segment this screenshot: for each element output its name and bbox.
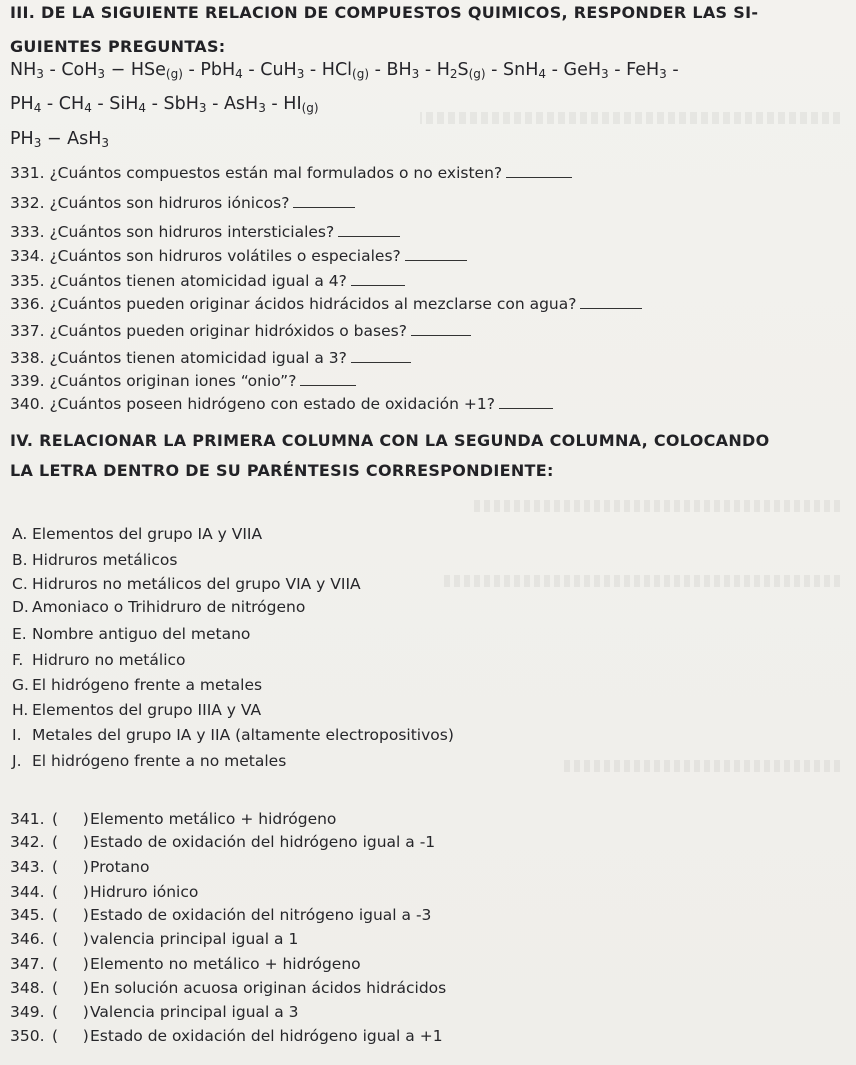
formula-line-3 (10, 129, 109, 149)
formula-subscript: (g) (301, 101, 319, 115)
match-item-347: 347. ( )Elemento no metálico + hidrógeno (10, 955, 361, 973)
option-e: E. Nombre antiguo del metano (12, 625, 251, 643)
answer-paren-341[interactable]: ( ) (52, 810, 89, 828)
match-item-342: 342. ( )Estado de oxidación del hidrógeno igual a -1 (10, 833, 436, 851)
option-c: C. Hidruros no metálicos del grupo VIA y VIIA (12, 575, 361, 593)
formula-text: - SiH (91, 94, 139, 114)
formula-text: − AsH (41, 129, 102, 149)
answer-blank-336[interactable] (580, 294, 642, 309)
option-d: D. Amoniaco o Trihidruro de nitrógeno (12, 598, 306, 616)
bleed-through-decoration (470, 500, 840, 512)
formula-text: - SbH (146, 94, 199, 114)
answer-paren-347[interactable]: ( ) (52, 955, 89, 973)
formula-subscript: 3 (101, 136, 110, 150)
match-item-346: 346. ( )valencia principal igual a 1 (10, 930, 299, 948)
formula-text: - AsH (206, 94, 259, 114)
formula-subscript: 3 (296, 67, 305, 81)
formula-subscript: 3 (659, 67, 667, 81)
question-333: 333. ¿Cuántos son hidruros intersticiales? (10, 222, 400, 241)
formula-text: NH (10, 60, 37, 80)
formula-subscript: (g) (352, 67, 370, 81)
formula-subscript: 3 (33, 136, 42, 150)
match-item-350: 350. ( )Estado de oxidación del hidrógeno igual a +1 (10, 1027, 443, 1045)
formula-text: - FeH (608, 60, 660, 80)
answer-blank-338[interactable] (351, 348, 411, 363)
option-a: A. Elementos del grupo IA y VIIA (12, 525, 263, 543)
match-item-344: 344. ( )Hidruro iónico (10, 883, 199, 901)
answer-paren-350[interactable]: ( ) (52, 1027, 89, 1045)
formula-text: - CH (41, 94, 85, 114)
answer-blank-332[interactable] (293, 193, 355, 208)
bleed-through-decoration (420, 112, 840, 124)
formula-subscript: 4 (538, 67, 547, 81)
formula-text: − HSe (105, 60, 166, 80)
formula-text: - HCl (304, 60, 353, 80)
formula-text: - HI (265, 94, 302, 114)
match-item-348: 348. ( )En solución acuosa originan ácidos hidrácidos (10, 979, 447, 997)
answer-blank-340[interactable] (499, 394, 553, 409)
answer-blank-335[interactable] (351, 271, 405, 286)
answer-blank-334[interactable] (405, 246, 467, 261)
bleed-through-decoration (560, 760, 840, 772)
formula-subscript: 3 (198, 101, 207, 115)
question-335: 335. ¿Cuántos tienen atomicidad igual a 4? (10, 271, 405, 290)
answer-paren-343[interactable]: ( ) (52, 858, 89, 876)
formula-text: S (457, 60, 469, 80)
formula-subscript: 4 (33, 101, 42, 115)
formula-text: - (666, 60, 679, 80)
section-4-title-line1: IV. RELACIONAR LA PRIMERA COLUMNA CON LA SEGUNDA COLUMNA, COLOCANDO (10, 431, 770, 450)
formula-subscript: (g) (468, 67, 486, 81)
option-j: J. El hidrógeno frente a no metales (12, 752, 287, 770)
formula-text: PH (10, 94, 34, 114)
formula-subscript: 3 (97, 67, 106, 81)
formula-subscript: 4 (235, 67, 243, 81)
match-item-343: 343. ( )Protano (10, 858, 150, 876)
answer-blank-337[interactable] (411, 321, 471, 336)
answer-paren-346[interactable]: ( ) (52, 930, 89, 948)
answer-blank-331[interactable] (506, 163, 572, 178)
section-3-title-line1: III. DE LA SIGUIENTE RELACION DE COMPUESTOS QUIMICOS, RESPONDER LAS SI- (10, 3, 759, 22)
answer-paren-342[interactable]: ( ) (52, 833, 89, 851)
formula-subscript: (g) (165, 67, 183, 81)
formula-text: - GeH (546, 60, 601, 80)
answer-paren-345[interactable]: ( ) (52, 906, 89, 924)
formula-text: - BH (369, 60, 412, 80)
question-340: 340. ¿Cuántos poseen hidrógeno con estado de oxidación +1? (10, 394, 553, 413)
question-332: 332. ¿Cuántos son hidruros iónicos? (10, 193, 355, 212)
formula-line-2 (10, 94, 319, 114)
question-336: 336. ¿Cuántos pueden originar ácidos hidrácidos al mezclarse con agua? (10, 294, 642, 313)
answer-paren-349[interactable]: ( ) (52, 1003, 89, 1021)
option-h: H. Elementos del grupo IIIA y VA (12, 701, 262, 719)
option-b: B. Hidruros metálicos (12, 551, 178, 569)
formula-subscript: 4 (138, 101, 147, 115)
question-338: 338. ¿Cuántos tienen atomicidad igual a 3? (10, 348, 411, 367)
match-item-349: 349. ( )Valencia principal igual a 3 (10, 1003, 299, 1021)
answer-blank-339[interactable] (300, 371, 356, 386)
formula-subscript: 2 (449, 67, 458, 81)
question-337: 337. ¿Cuántos pueden originar hidróxidos o bases? (10, 321, 471, 340)
answer-blank-333[interactable] (338, 222, 400, 237)
match-item-345: 345. ( )Estado de oxidación del nitrógeno igual a -3 (10, 906, 432, 924)
match-item-341: 341. ( )Elemento metálico + hidrógeno (10, 810, 337, 828)
answer-paren-344[interactable]: ( ) (52, 883, 89, 901)
question-334: 334. ¿Cuántos son hidruros volátiles o especiales? (10, 246, 467, 265)
formula-text: PH (10, 129, 34, 149)
question-339: 339. ¿Cuántos originan iones “onio”? (10, 371, 356, 390)
formula-subscript: 3 (258, 101, 266, 115)
formula-subscript: 4 (84, 101, 92, 115)
formula-text: - SnH (485, 60, 539, 80)
formula-text: - H (419, 60, 450, 80)
formula-subscript: 3 (411, 67, 420, 81)
option-f: F. Hidruro no metálico (12, 651, 186, 669)
formula-text: - CoH (43, 60, 98, 80)
section-3-title-line2: GUIENTES PREGUNTAS: (10, 37, 226, 56)
bleed-through-decoration (440, 575, 840, 587)
formula-line-1 (10, 60, 679, 80)
option-i: I. Metales del grupo IA y IIA (altamente electropositivos) (12, 726, 454, 744)
answer-paren-348[interactable]: ( ) (52, 979, 89, 997)
formula-text: - PbH (182, 60, 236, 80)
formula-subscript: 3 (36, 67, 44, 81)
section-4-title-line2: LA LETRA DENTRO DE SU PARÉNTESIS CORRESPONDIENTE: (10, 461, 554, 480)
formula-subscript: 3 (601, 67, 609, 81)
option-g: G. El hidrógeno frente a metales (12, 676, 263, 694)
question-331: 331. ¿Cuántos compuestos están mal formulados o no existen? (10, 163, 572, 182)
formula-text: - CuH (242, 60, 297, 80)
